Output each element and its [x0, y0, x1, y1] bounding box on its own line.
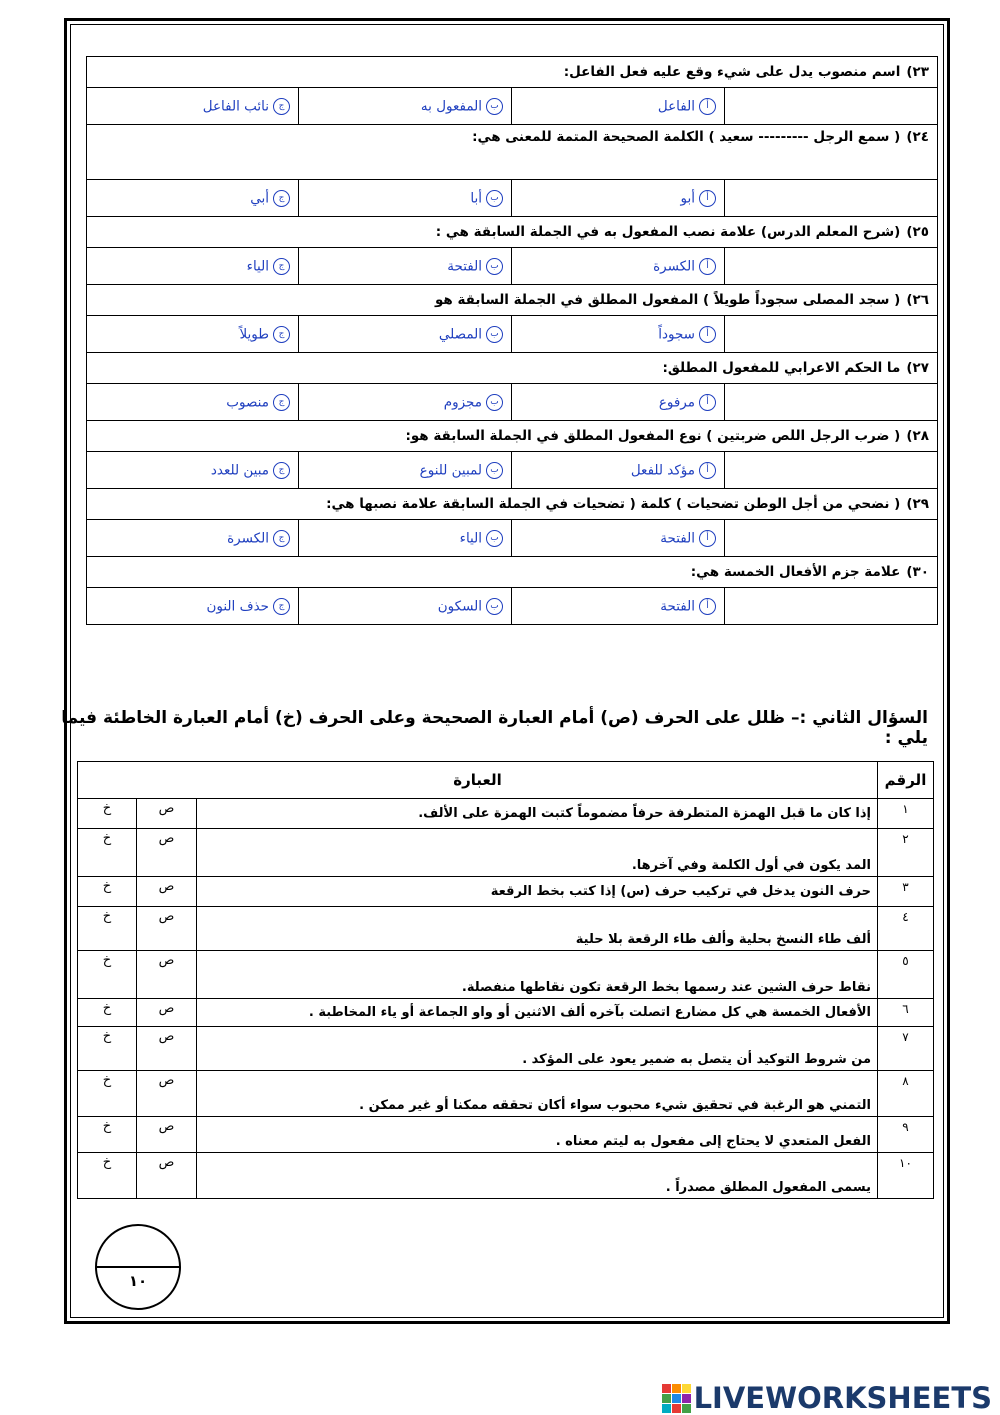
question-text-cell	[87, 217, 938, 248]
true-option[interactable]: ص	[137, 1117, 197, 1153]
option-letter-circle: أ	[699, 462, 716, 479]
option-choice[interactable]	[87, 180, 299, 217]
logo-square	[672, 1394, 681, 1403]
options-row	[87, 180, 938, 217]
question-number: ٢٨)	[906, 428, 929, 444]
option-letter-circle: أ	[699, 98, 716, 115]
option-choice[interactable]	[87, 384, 299, 421]
question-text-cell	[87, 557, 938, 588]
options-row	[87, 316, 938, 353]
option-letter-circle: ج	[273, 258, 290, 275]
answer-blank-cell[interactable]	[725, 316, 938, 353]
logo-square	[682, 1384, 691, 1393]
true-option[interactable]: ص	[137, 999, 197, 1027]
statement-number: ٩	[878, 1117, 934, 1153]
statement-text: من شروط التوكيد أن يتصل به ضمير يعود على المؤكد .	[197, 1027, 878, 1071]
question-text: ما الحكم الاعرابي للمفعول المطلق:	[662, 360, 901, 376]
option-letter-circle: أ	[699, 598, 716, 615]
option-letter-circle: ب	[486, 394, 503, 411]
option-text: المفعول به	[420, 98, 482, 114]
false-option[interactable]: خ	[78, 907, 137, 951]
question-row	[87, 421, 938, 452]
section-two-title: السؤال الثاني :– ظلل على الحرف (ص) أمام العبارة الصحيحة وعلى الحرف (خ) أمام العبارة الخاطئة فيما يلي :	[61, 708, 928, 748]
option-letter-circle: ج	[273, 530, 290, 547]
question-text-cell	[87, 421, 938, 452]
true-option[interactable]: ص	[137, 829, 197, 877]
logo-square	[682, 1394, 691, 1403]
answer-blank-cell[interactable]	[725, 452, 938, 489]
logo-square	[672, 1404, 681, 1413]
option-letter-circle: ج	[273, 98, 290, 115]
question-number: ٢٧)	[906, 360, 929, 376]
option-choice[interactable]	[87, 452, 299, 489]
question-text-cell	[87, 57, 938, 88]
option-choice[interactable]	[299, 180, 512, 217]
true-option[interactable]: ص	[137, 951, 197, 999]
false-option[interactable]: خ	[78, 1071, 137, 1117]
option-choice[interactable]	[299, 248, 512, 285]
logo-square	[662, 1384, 671, 1393]
option-choice[interactable]	[512, 384, 725, 421]
question-text-cell	[87, 353, 938, 384]
false-option[interactable]: خ	[78, 1117, 137, 1153]
statement-row	[78, 799, 934, 829]
statement-number: ٤	[878, 907, 934, 951]
option-choice[interactable]	[512, 520, 725, 557]
question-row	[87, 557, 938, 588]
false-option[interactable]: خ	[78, 951, 137, 999]
true-false-table	[77, 761, 934, 1199]
option-letter-circle: ب	[486, 530, 503, 547]
question-row	[87, 285, 938, 316]
option-text: الكسرة	[653, 258, 695, 274]
question-row	[87, 217, 938, 248]
false-option[interactable]: خ	[78, 829, 137, 877]
answer-blank-cell[interactable]	[725, 588, 938, 625]
option-text: سجوداً	[658, 326, 695, 342]
option-choice[interactable]	[512, 88, 725, 125]
question-number: ٢٣)	[906, 64, 929, 80]
header-number: الرقم	[878, 762, 934, 799]
true-option[interactable]: ص	[137, 1071, 197, 1117]
logo-square	[662, 1394, 671, 1403]
false-option[interactable]: خ	[78, 999, 137, 1027]
true-option[interactable]: ص	[137, 799, 197, 829]
statement-row	[78, 877, 934, 907]
question-number: ٢٩)	[906, 496, 929, 512]
option-letter-circle: ب	[486, 462, 503, 479]
option-choice[interactable]	[299, 588, 512, 625]
true-option[interactable]: ص	[137, 907, 197, 951]
option-choice[interactable]	[512, 452, 725, 489]
question-number: ٢٥)	[906, 224, 929, 240]
option-letter-circle: ب	[486, 598, 503, 615]
option-text: الياء	[459, 530, 482, 546]
statement-number: ٢	[878, 829, 934, 877]
statement-text: التمني هو الرغبة في تحقيق شيء محبوب سواء أكان تحققه ممكنا أو غير ممكن .	[197, 1071, 878, 1117]
options-row	[87, 248, 938, 285]
option-text: أبا	[470, 190, 482, 206]
option-letter-circle: ب	[486, 190, 503, 207]
option-letter-circle: ج	[273, 598, 290, 615]
question-text-cell	[87, 489, 938, 520]
false-option[interactable]: خ	[78, 877, 137, 907]
answer-blank-cell[interactable]	[725, 384, 938, 421]
answer-blank-cell[interactable]	[725, 180, 938, 217]
options-row	[87, 520, 938, 557]
statement-text: إذا كان ما قبل الهمزة المتطرفة حرفاً مضموماً كتبت الهمزة على الألف.	[197, 799, 878, 829]
question-text: ( سجد المصلى سجوداً طويلاً ) المفعول المطلق في الجملة السابقة هو	[434, 292, 901, 308]
option-text: مرفوع	[658, 394, 695, 410]
option-text: مبين للعدد	[210, 462, 269, 478]
option-letter-circle: ج	[273, 326, 290, 343]
question-row	[87, 57, 938, 88]
answer-blank-cell[interactable]	[725, 248, 938, 285]
option-choice[interactable]	[512, 248, 725, 285]
option-letter-circle: ب	[486, 326, 503, 343]
option-text: لمبين للنوع	[419, 462, 482, 478]
statement-number: ٣	[878, 877, 934, 907]
liveworksheets-logo-icon	[662, 1384, 691, 1413]
statement-row	[78, 999, 934, 1027]
option-text: السكون	[437, 598, 482, 614]
option-choice[interactable]	[512, 316, 725, 353]
header-statement: العبارة	[78, 762, 878, 799]
options-row	[87, 88, 938, 125]
option-choice[interactable]	[299, 88, 512, 125]
option-letter-circle: أ	[699, 394, 716, 411]
question-text-cell	[87, 285, 938, 316]
brand-text: LIVEWORKSHEETS	[693, 1381, 992, 1415]
statement-number: ٧	[878, 1027, 934, 1071]
option-text: الكسرة	[227, 530, 269, 546]
statement-text: المد يكون في أول الكلمة وفي آخرها.	[197, 829, 878, 877]
logo-square	[672, 1384, 681, 1393]
option-text: أبي	[250, 190, 269, 206]
score-divider	[97, 1266, 179, 1268]
option-text: طويلاً	[239, 326, 269, 342]
logo-square	[662, 1404, 671, 1413]
option-text: نائب الفاعل	[202, 98, 269, 114]
true-option[interactable]: ص	[137, 877, 197, 907]
option-letter-circle: أ	[699, 258, 716, 275]
statement-number: ٦	[878, 999, 934, 1027]
option-choice[interactable]	[299, 384, 512, 421]
option-letter-circle: ب	[486, 258, 503, 275]
question-text: ( سمع الرجل --------- سعيد ) الكلمة الصحيحة المتمة للمعنى هي:	[472, 129, 901, 145]
statement-number: ٨	[878, 1071, 934, 1117]
liveworksheets-brand	[662, 1381, 992, 1415]
true-option[interactable]: ص	[137, 1153, 197, 1199]
answer-blank-cell[interactable]	[725, 520, 938, 557]
option-text: المصلي	[438, 326, 482, 342]
statement-text: الأفعال الخمسة هي كل مضارع اتصلت بآخره ألف الاثنين أو واو الجماعة أو ياء المخاطبة .	[197, 999, 878, 1027]
statement-row	[78, 907, 934, 951]
option-letter-circle: ج	[273, 190, 290, 207]
question-text: (شرح المعلم الدرس) علامة نصب المفعول به في الجملة السابقة هي :	[435, 224, 901, 240]
false-option[interactable]: خ	[78, 1153, 137, 1199]
question-number: ٣٠)	[906, 564, 929, 580]
statement-row	[78, 1117, 934, 1153]
option-choice[interactable]	[299, 452, 512, 489]
option-choice[interactable]	[299, 520, 512, 557]
option-text: الفاعل	[657, 98, 695, 114]
answer-blank-cell[interactable]	[725, 88, 938, 125]
option-choice[interactable]	[87, 520, 299, 557]
question-number: ٢٤)	[906, 129, 929, 145]
options-row	[87, 452, 938, 489]
question-row	[87, 353, 938, 384]
options-row	[87, 384, 938, 421]
options-row	[87, 588, 938, 625]
score-total: ١٠	[128, 1272, 148, 1290]
option-choice[interactable]	[87, 248, 299, 285]
option-choice[interactable]	[87, 588, 299, 625]
option-choice[interactable]	[299, 316, 512, 353]
option-text: الفتحة	[447, 258, 482, 274]
statement-row	[78, 829, 934, 877]
option-letter-circle: ب	[486, 98, 503, 115]
option-choice[interactable]	[87, 316, 299, 353]
option-letter-circle: أ	[699, 530, 716, 547]
question-text: اسم منصوب يدل على شيء وقع عليه فعل الفاعل:	[563, 64, 901, 80]
option-text: الفتحة	[660, 598, 695, 614]
option-choice[interactable]	[87, 88, 299, 125]
statement-row	[78, 1153, 934, 1199]
question-text: علامة جزم الأفعال الخمسة هي:	[690, 564, 901, 580]
question-text: ( نضحي من أجل الوطن تضحيات ) كلمة ( تضحيات في الجملة السابقة علامة نصبها هي:	[326, 496, 901, 512]
statement-number: ٥	[878, 951, 934, 999]
option-letter-circle: ج	[273, 462, 290, 479]
statement-number: ١٠	[878, 1153, 934, 1199]
statement-text: يسمى المفعول المطلق مصدراً .	[197, 1153, 878, 1199]
option-letter-circle: أ	[699, 326, 716, 343]
option-text: منصوب	[226, 394, 269, 410]
true-option[interactable]: ص	[137, 1027, 197, 1071]
option-choice[interactable]	[512, 588, 725, 625]
option-text: مجزوم	[443, 394, 482, 410]
option-text: حذف النون	[206, 598, 269, 614]
option-letter-circle: أ	[699, 190, 716, 207]
false-option[interactable]: خ	[78, 799, 137, 829]
false-option[interactable]: خ	[78, 1027, 137, 1071]
option-text: مؤكد للفعل	[630, 462, 695, 478]
option-text: الياء	[246, 258, 269, 274]
statement-number: ١	[878, 799, 934, 829]
statement-row	[78, 951, 934, 999]
statement-row	[78, 1071, 934, 1117]
option-text: أبو	[680, 190, 695, 206]
question-text-cell	[87, 125, 938, 180]
statement-text: ألف طاء النسخ بحلية وألف طاء الرقعة بلا حلية	[197, 907, 878, 951]
score-circle	[95, 1224, 181, 1310]
option-text: الفتحة	[660, 530, 695, 546]
statement-row	[78, 1027, 934, 1071]
option-choice[interactable]	[512, 180, 725, 217]
question-row	[87, 489, 938, 520]
statement-text: نقاط حرف الشين عند رسمها بخط الرقعة تكون نقاطها منفصلة.	[197, 951, 878, 999]
question-number: ٢٦)	[906, 292, 929, 308]
logo-square	[682, 1404, 691, 1413]
option-letter-circle: ج	[273, 394, 290, 411]
statement-text: حرف النون يدخل في تركيب حرف (س) إذا كتب بخط الرقعة	[197, 877, 878, 907]
question-text: ( ضرب الرجل اللص ضربتين ) نوع المفعول المطلق في الجملة السابقة هو:	[405, 428, 901, 444]
mcq-table	[86, 56, 938, 625]
question-row	[87, 125, 938, 180]
statement-text: الفعل المتعدي لا يحتاج إلى مفعول به ليتم معناه .	[197, 1117, 878, 1153]
